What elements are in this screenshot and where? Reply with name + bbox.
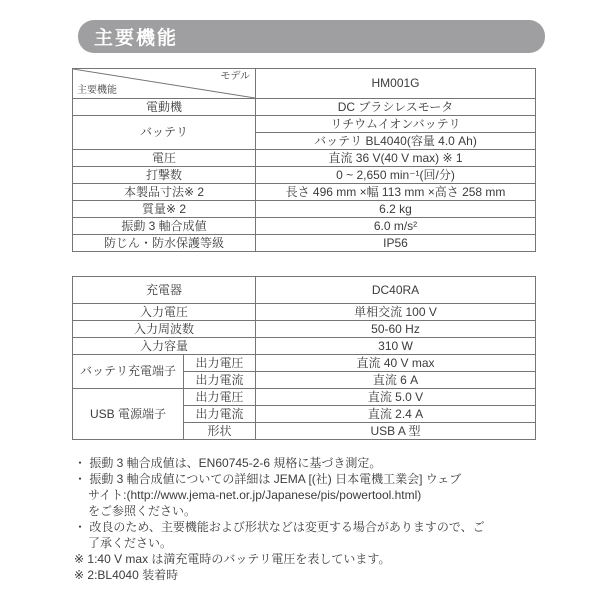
table-row (73, 304, 536, 321)
corner-label-features: 主要機能 (77, 85, 117, 96)
table-row (73, 235, 536, 252)
note-line: ・ 振動 3 軸合成値についての詳細は JEMA [(社) 日本電機工業会] ウェブ (74, 472, 462, 486)
table-header-row (73, 69, 536, 99)
table-row (73, 201, 536, 218)
label-cell: 防じん・防水保護等級 (73, 235, 256, 252)
value-cell: 6.0 m/s² (256, 218, 536, 235)
sublabel-cell: 出力電流 (184, 406, 256, 423)
label-cell: バッテリ (73, 116, 256, 150)
value-cell: 50-60 Hz (256, 321, 536, 338)
label-cell: 充電器 (73, 277, 256, 304)
table-row (73, 99, 536, 116)
label-cell: 打撃数 (73, 167, 256, 184)
table-row (73, 338, 536, 355)
value-cell: リチウムイオンバッテリ (256, 116, 536, 133)
label-cell: 電圧 (73, 150, 256, 167)
sublabel-cell: 出力電圧 (184, 389, 256, 406)
value-cell: 直流 36 V(40 V max) ※ 1 (256, 150, 536, 167)
value-cell: 直流 5.0 V (256, 389, 536, 406)
note-line: ・ 振動 3 軸合成値は、EN60745-2-6 規格に基づき測定。 (74, 456, 382, 470)
value-cell: 単相交流 100 V (256, 304, 536, 321)
value-cell: DC ブラシレスモータ (256, 99, 536, 116)
main-spec-table (72, 68, 536, 252)
label-cell: 入力電圧 (73, 304, 256, 321)
corner-label-model: モデル (220, 71, 250, 82)
value-cell: 310 W (256, 338, 536, 355)
table-row (73, 218, 536, 235)
sublabel-cell: 出力電流 (184, 372, 256, 389)
corner-cell (73, 69, 256, 99)
value-cell: USB A 型 (256, 423, 536, 440)
table-row (73, 389, 536, 406)
label-cell: USB 電源端子 (73, 389, 184, 440)
note-line: 了承ください。 (88, 536, 173, 550)
label-cell: バッテリ充電端子 (73, 355, 184, 389)
label-cell: 質量※ 2 (73, 201, 256, 218)
table-row (73, 355, 536, 372)
footnotes (74, 455, 544, 583)
value-cell: バッテリ BL4040(容量 4.0 Ah) (256, 133, 536, 150)
table-row (73, 184, 536, 201)
label-cell: 本製品寸法※ 2 (73, 184, 256, 201)
model-number-cell: HM001G (256, 69, 536, 99)
table-row (73, 116, 536, 133)
label-cell: 電動機 (73, 99, 256, 116)
label-cell: 振動 3 軸合成値 (73, 218, 256, 235)
value-cell: 長さ 496 mm ×幅 113 mm ×高さ 258 mm (256, 184, 536, 201)
charger-model-cell: DC40RA (256, 277, 536, 304)
charger-header-row (73, 277, 536, 304)
note-line: ※ 2:BL4040 装着時 (74, 568, 179, 582)
sublabel-cell: 形状 (184, 423, 256, 440)
value-cell: 直流 6 A (256, 372, 536, 389)
label-cell: 入力周波数 (73, 321, 256, 338)
value-cell: 6.2 kg (256, 201, 536, 218)
sublabel-cell: 出力電圧 (184, 355, 256, 372)
label-cell: 入力容量 (73, 338, 256, 355)
value-cell: IP56 (256, 235, 536, 252)
value-cell: 直流 40 V max (256, 355, 536, 372)
page-title-bar (78, 20, 545, 53)
note-line: ・ 改良のため、主要機能および形状などは変更する場合がありますので、ご (74, 520, 485, 534)
note-line: サイト:(http://www.jema-net.or.jp/Japanese/pis/powertool.html) (88, 488, 422, 502)
note-line: ※ 1:40 V max は満充電時のバッテリ電圧を表しています。 (74, 552, 391, 566)
table-row (73, 321, 536, 338)
table-row (73, 150, 536, 167)
charger-spec-table (72, 276, 536, 440)
table-row (73, 167, 536, 184)
page-title: 主要機能 (94, 28, 179, 49)
note-line: をご参照ください。 (88, 504, 197, 518)
value-cell: 0 ~ 2,650 min⁻¹(回/分) (256, 167, 536, 184)
value-cell: 直流 2.4 A (256, 406, 536, 423)
